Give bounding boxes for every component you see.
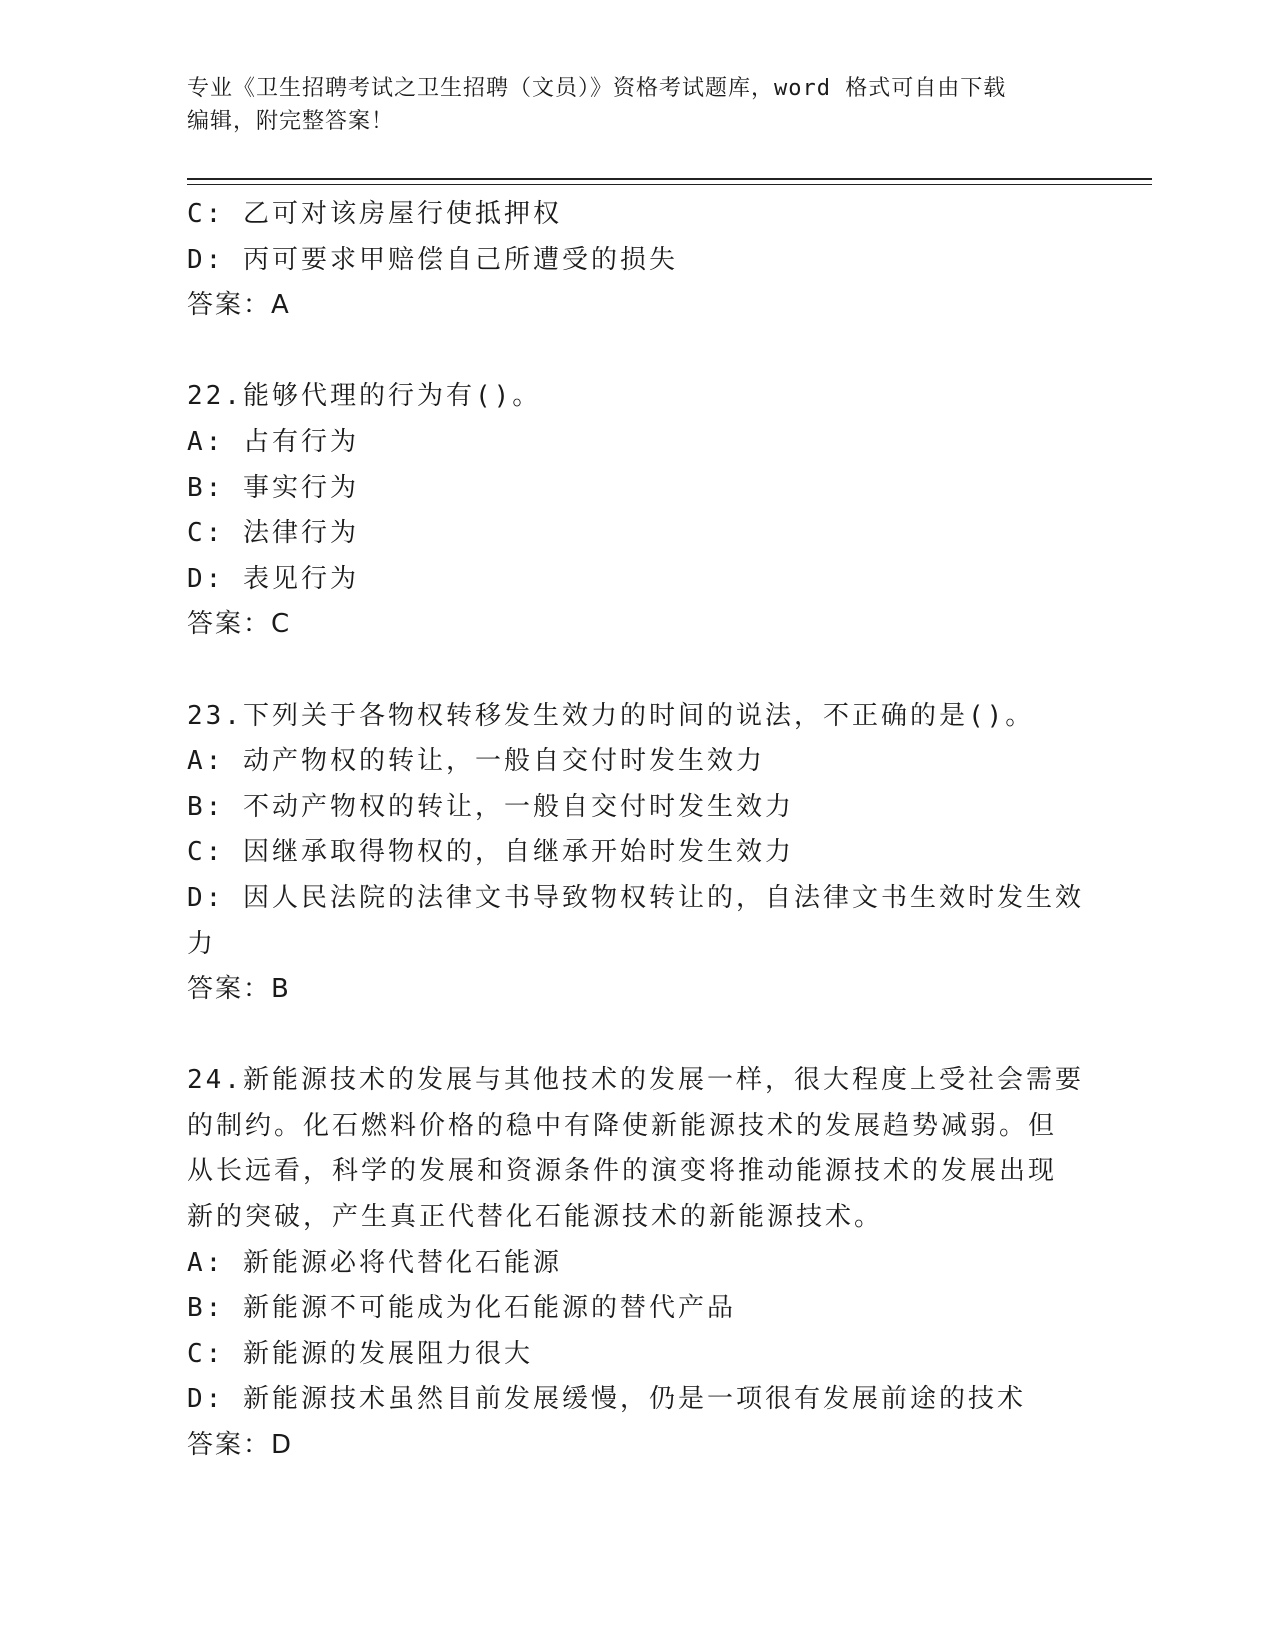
header-line-1: 专业《卫生招聘考试之卫生招聘（文员）》资格考试题库，word 格式可自由下载 bbox=[187, 76, 1007, 101]
option-a: A: 新能源必将代替化石能源 bbox=[187, 1247, 562, 1278]
option-a: A: 动产物权的转让，一般自交付时发生效力 bbox=[187, 746, 765, 777]
header-rule-thin bbox=[187, 184, 1152, 185]
option-b: B: 新能源不可能成为化石能源的替代产品 bbox=[187, 1293, 736, 1324]
document-header bbox=[187, 72, 1087, 138]
answer: 答案：B bbox=[187, 974, 291, 1005]
question-stem: 23.下列关于各物权转移发生效力的时间的说法，不正确的是()。 bbox=[187, 700, 1035, 731]
answer: 答案：D bbox=[187, 1430, 294, 1461]
header-rule-thick bbox=[187, 178, 1152, 180]
question-24 bbox=[187, 1058, 1087, 1468]
question-stem-line-1: 24.新能源技术的发展与其他技术的发展一样，很大程度上受社会需要 bbox=[187, 1065, 1084, 1096]
option-c: C: 因继承取得物权的，自继承开始时发生效力 bbox=[187, 837, 794, 868]
option-b: B: 事实行为 bbox=[187, 472, 359, 503]
option-d: D: 丙可要求甲赔偿自己所遭受的损失 bbox=[187, 244, 678, 275]
option-c: C: 新能源的发展阻力很大 bbox=[187, 1338, 533, 1369]
question-content bbox=[187, 192, 1087, 1469]
question-22 bbox=[187, 374, 1087, 648]
option-a: A: 占有行为 bbox=[187, 426, 359, 457]
question-stem-line-4: 新的突破，产生真正代替化石能源技术的新能源技术。 bbox=[187, 1202, 884, 1233]
option-d-line-2: 力 bbox=[187, 928, 217, 959]
option-b: B: 不动产物权的转让，一般自交付时发生效力 bbox=[187, 791, 794, 822]
previous-question-tail bbox=[187, 192, 1087, 329]
answer: 答案：A bbox=[187, 290, 291, 321]
option-d-line-1: D: 因人民法院的法律文书导致物权转让的，自法律文书生效时发生效 bbox=[187, 882, 1084, 913]
option-d: D: 表见行为 bbox=[187, 563, 359, 594]
option-c: C: 法律行为 bbox=[187, 518, 359, 549]
question-stem-line-3: 从长远看，科学的发展和资源条件的演变将推动能源技术的发展出现 bbox=[187, 1156, 1058, 1187]
question-23 bbox=[187, 694, 1087, 1013]
header-line-2: 编辑，附完整答案！ bbox=[187, 109, 395, 134]
question-stem-line-2: 的制约。化石燃料价格的稳中有降使新能源技术的发展趋势减弱。但 bbox=[187, 1110, 1058, 1141]
option-d: D: 新能源技术虽然目前发展缓慢，仍是一项很有发展前途的技术 bbox=[187, 1384, 1026, 1415]
answer: 答案：C bbox=[187, 609, 292, 640]
question-stem: 22.能够代理的行为有()。 bbox=[187, 381, 542, 412]
option-c: C: 乙可对该房屋行使抵押权 bbox=[187, 199, 562, 229]
